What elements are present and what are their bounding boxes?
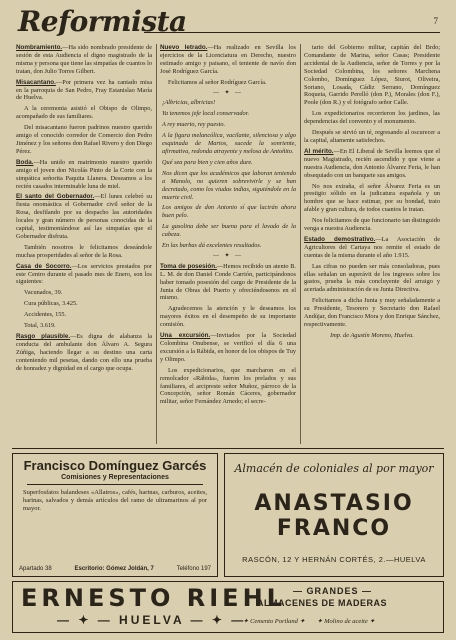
satire-paragraph: Los amigos de don Antonio sí que lucirán ahora buen pelo. xyxy=(162,204,296,220)
news-item-text: —En El Liberal de Sevilla leemos que el nuevo Magistrado, recién ascendido y que viene a nuestra Audiencia, don Antonio Álvarez Feria, le han obsequiado con un banquete sus amigos. xyxy=(304,147,440,179)
news-item-headline: Nombramiento. xyxy=(16,44,63,51)
news-item-text: —Los servicios prestados por este Centro durante el pasado mes de Enero, son los siguientes: xyxy=(16,262,152,286)
news-item xyxy=(304,129,440,145)
satire-paragraph: Qué sea para bien y cien años dure. xyxy=(162,158,253,166)
news-item-text: —Hemos recibido un atento B. L. M. de don Daniel Conde Carrión, participándonos haber tomado posesión del cargo de Presidente de la Junta de Obras del Puerto y ofreciéndosenos en el mismo. xyxy=(160,262,296,302)
ad-address: RASCÓN, 12 Y HERNÁN CORTÉS, 2.—HUELVA xyxy=(242,555,426,564)
news-item-headline: Una excursión. xyxy=(160,332,211,340)
news-item-text: —Ha realizado en Sevilla los ejercicios de la Licenciatura en Derecho, nuestro estimado amigo y paisano, el teniente de navío don José Rodríguez García. xyxy=(160,44,296,75)
news-item-headline: Boda. xyxy=(16,158,34,166)
news-item-text: También nosotros le felicitamos deseándole muchas prosperidades al señor de la Rosa. xyxy=(16,243,152,259)
news-item xyxy=(16,300,152,308)
news-item-text: Cura públicas, 3.425. xyxy=(24,300,78,308)
news-item-text: Felicitamos a dicha Junta y muy señaladamente a su Presidente, Tesorero y Secretario don Rafael Andújar, don Francisco Mora y don Enrique Sánchez, respectivamente. xyxy=(304,297,440,328)
news-item-headline: Misacantano. xyxy=(16,78,56,86)
ad-business-name: ANASTASIO FRANCO xyxy=(254,491,414,541)
news-item xyxy=(304,297,440,329)
news-item-text: Total, 3.619. xyxy=(24,322,56,330)
news-item-text: No nos extraña, el señor Álvarez Feria es un prestigio sólido en la judicatura española y un hombre que se hace estimar, por su bondad, trato afable y gran cultura, de todos cuantos le tratan. xyxy=(304,182,440,214)
advertisements xyxy=(12,448,444,634)
news-item xyxy=(160,332,296,364)
news-item xyxy=(304,263,440,295)
news-item-headline: Al mérito. xyxy=(304,147,334,155)
news-item-text: —Es digna de alabanza la conducta del ambulante don Álvaro A. Segura Zúñiga, haciendo llegar a su destino una carta conteniendo mil pesetas, dando con ello una prueba de honradez y dignidad en el cargo que ocupa. xyxy=(16,333,152,372)
news-item xyxy=(16,244,152,260)
article-columns xyxy=(16,44,440,444)
section-separator: — ✦ — xyxy=(212,89,244,96)
news-item xyxy=(16,105,152,121)
news-item-headline: El santo del Gobernador. xyxy=(16,193,95,201)
news-item xyxy=(160,44,296,76)
satire-paragraph: ¡Albricias, albricias! xyxy=(162,99,216,107)
ad-subtitle: Comisiones y Representaciones xyxy=(61,474,169,481)
satire-paragraph: La gasolina debe ser buena para el lavado de la cabeza. xyxy=(162,223,296,239)
ad-phone: Teléfono 197 xyxy=(176,566,211,572)
news-item xyxy=(160,263,296,303)
column-3 xyxy=(304,44,440,444)
news-item xyxy=(16,124,152,156)
news-item-text: Los expedicionarios, que marcharon en el remolcador «Rábida», fueron los prelados y sus familiares, el arcipreste señor Muñoz, párroco de la Concepción, señor Román Cáceres, gobernador militar, señor Fernández Arnedo; el secre- xyxy=(160,366,296,406)
column-divider xyxy=(300,44,301,444)
ad-good-item: ✦ Molino de aceite ✦ xyxy=(317,618,375,625)
ad-footer xyxy=(19,566,211,572)
masthead-rule xyxy=(144,32,440,33)
column-2 xyxy=(160,44,296,444)
news-item-text: Del misacantano fueron padrinos nuestro querido amigo el conocido corredor de Comercio don Pedro Jiménez y los señores don Rafael Rivero y don Diego Pérez. xyxy=(16,124,152,155)
news-item-headline: Casa de Socorro. xyxy=(16,262,72,270)
ad-almacenes: ALMACENES DE MADERAS xyxy=(257,598,388,608)
news-item-text: Los expedicionarios recorrieron los jardines, las dependencias del convento y el monumento. xyxy=(304,110,440,126)
column-divider xyxy=(156,44,157,444)
news-item-text: Felicitamos al señor Rodríguez García. xyxy=(168,78,267,86)
news-item xyxy=(304,217,440,233)
ad-rule xyxy=(27,484,203,485)
news-item xyxy=(16,44,152,76)
ad-description: Superfosfatos balandeses «Allatros», cafés, harinas, carburos, aceites, harinas, salvados y demás artículos del ramo de ultramarinos al por mayor. xyxy=(23,489,207,512)
ad-goods xyxy=(243,617,375,625)
ad-business-name: Francisco Domínguez Garcés xyxy=(23,458,207,473)
satire-paragraph: A la figura melancólica, vacilante, silenciosa y algo esquinada de Martos, sucede la sonriente, afirmativa, redonda atrayente y melosa de Antoñito. xyxy=(162,132,296,155)
news-item-text: A la ceremonia asistió el Obispo de Olimpo, acompañado de sus familiares. xyxy=(16,105,152,121)
news-item xyxy=(16,289,152,297)
satire-paragraph: En las barbas dá excelentes resultados. xyxy=(162,242,262,250)
news-item xyxy=(16,263,152,287)
news-item-text: —Por primera vez ha cantado misa en la parroquia de San Pedro, Fray Estanislao María de Huelva. xyxy=(16,78,152,102)
ad-good-item: ✦ Cemento Portland ✦ xyxy=(243,618,305,625)
news-item xyxy=(16,322,152,330)
news-item-text: —La Asociación de Agricultores del Cartaya nos remite el estado de cuentas de la misma durante el año 1.915. xyxy=(304,235,440,259)
news-item-headline: Estado demostrativo. xyxy=(304,235,376,243)
news-item xyxy=(160,305,296,329)
masthead-title: Reformista xyxy=(18,5,187,38)
news-item-text: Las cifras no pueden ser más consoladoras, pues ellas señalan un superávit de los ingresos sobre los gastos, prueba la más concluyente del arraigo y acertada administración de su Junta Directiva. xyxy=(304,262,440,294)
news-item xyxy=(16,333,152,373)
news-item-text: Agradecemos la atención y le deseamos los mayores éxitos en el desempeño de su importante comisión. xyxy=(160,305,296,329)
page-number: 7 xyxy=(433,16,438,26)
column-1 xyxy=(16,44,152,444)
ad-francisco-dominguez xyxy=(12,453,218,577)
news-item-headline: Rasgo plausible. xyxy=(16,333,71,340)
news-item xyxy=(304,110,440,126)
news-item xyxy=(304,44,440,107)
news-item-text: Después se sirvió un té, regresando al oscurecer a la capital, altamente satisfechos. xyxy=(304,129,440,144)
ad-city: — ✦ — HUELVA — ✦ — xyxy=(57,613,247,627)
satire-paragraph: Ya tenemos jefe local conservador. xyxy=(162,110,250,118)
news-item xyxy=(304,148,440,180)
news-item-headline: Toma de posesión. xyxy=(160,262,217,270)
news-item-text: Accidentes, 155. xyxy=(24,311,67,319)
news-item-text: Nos felicitamos de que funcionario tan distinguido venga a nuestra Audiencia. xyxy=(304,217,440,233)
news-item xyxy=(16,159,152,191)
ad-grandes: — GRANDES — xyxy=(293,586,373,596)
news-item-text: tario del Gobierno militar, capitán del Brdo; Comandante de Marina, señor Casas; Presidente accidental de la Audiencia, señor de Torres y por la Sociedad Colombina, los señores Marchena Colombo, Domínguez López, Siurot, Oliveira, Soriano, Losada, Cádiz Serrano, Domínguez Roqueta, Garrido Perelló (don P.), Morales (don F.), Poole (don R.) y el fotógrafo señor Calle. xyxy=(304,44,440,107)
ad-ernesto-riehl xyxy=(12,581,444,633)
ad-address: Escritorio: Gómez Joldán, 7 xyxy=(74,566,154,572)
news-item-text: —El lunes celebró su fiesta onomástica el Gobernador civil señor de la Rosa, desfilando por su despacho las autoridades locales y gran número de personas conocidas de la capital, testimoniándose así las simpatías que el Gobernador disfruta. xyxy=(16,193,152,240)
satire-paragraph: A rey muerto, rey puesto. xyxy=(162,121,226,129)
ad-anastasio-franco xyxy=(224,453,444,577)
news-item-text: —Ha sido nombrado presidente de sesión de esta Audiencia el digno magistrado de la misma y persona que tiene las simpatías de cuantos lo tratan, don Julio Torres Gilbert. xyxy=(16,44,152,75)
printer-signature: Imp. de Agustín Moreno, Huelva. xyxy=(330,331,414,339)
news-item xyxy=(304,236,440,260)
news-item xyxy=(160,367,296,407)
ad-heading: Almacén de coloniales al por mayor xyxy=(234,462,434,475)
news-item xyxy=(16,311,152,319)
news-item-text: —Invitados por la Sociedad Colombina Onubense, se verificó el día 6 una excursión a la Rábida, en honor de los obispos de Tuy y Olimpo. xyxy=(160,332,296,363)
news-item xyxy=(16,193,152,240)
satire-paragraph: Nos dicen que los académicos que laboran teniendo a Manolo, no quieren sobrevivirle y se han decretado, como los viudas indias, siguiéndole en la muerte civil. xyxy=(162,169,296,201)
news-item-text: —Ha unido en matrimonio nuestro querido amigo el joven don Nicolás Pinto de la Corte con la simpática señorita Paquita Llanera. Deseamos a los recién casados interminable luna de miel. xyxy=(16,158,152,190)
section-separator: — ✦ — xyxy=(212,252,244,259)
news-item-text: Vacunados, 39. xyxy=(24,289,63,297)
news-item-headline: Nuevo letrado. xyxy=(160,44,208,51)
news-item xyxy=(16,79,152,103)
ad-apartado: Apartado 38 xyxy=(19,566,52,572)
news-item xyxy=(304,183,440,215)
news-item xyxy=(160,79,296,87)
ad-business-name: ERNESTO RIEHL xyxy=(21,584,286,612)
masthead xyxy=(16,6,440,42)
